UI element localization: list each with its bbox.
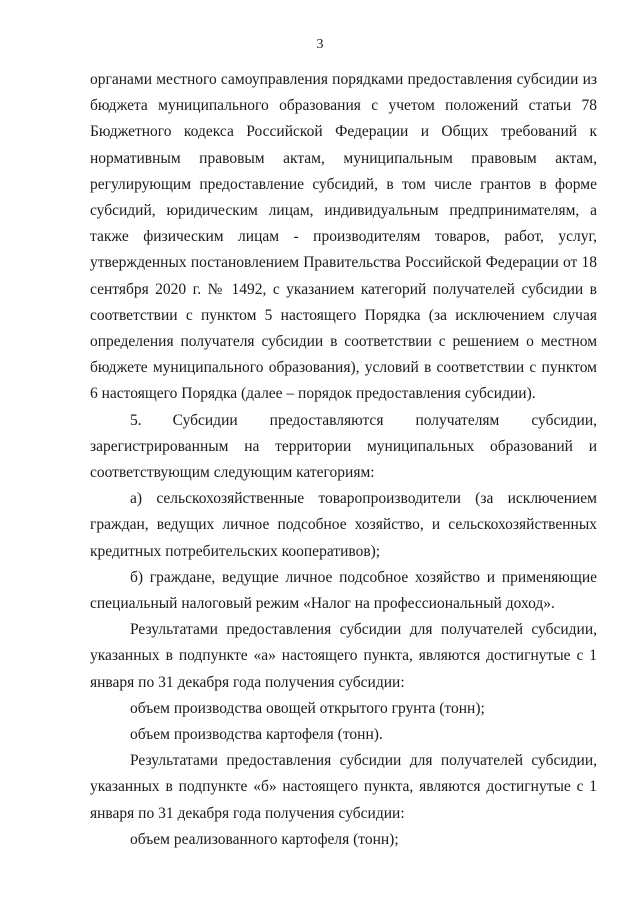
document-body (90, 67, 597, 853)
page-number: 3 (316, 37, 324, 52)
result-potatoes: объем производства картофеля (тонн). (130, 726, 383, 744)
result-sold-potatoes: объем реализованного картофеля (тонн); (130, 830, 399, 848)
paragraph-results-a: Результатами предоставления субсидии для получателей субсидии, указанных в подпункте «а» настоящего пункта, являются достигнутые с 1 января по 31 декабря года получения субсидии: (90, 621, 597, 691)
paragraph-item-5: 5. Субсидии предоставляются получателям субсидии, зарегистрированным на территории муниципальных образований и соответствующим следующим категориям: (90, 411, 597, 482)
paragraph-results-b: Результатами предоставления субсидии для получателей субсидии, указанных в подпункте «б» настоящего пункта, являются достигнутые с 1 января по 31 декабря года получения субсидии: (90, 752, 597, 822)
paragraph-subitem-b: б) граждане, ведущие личное подсобное хозяйство и применяющие специальный налоговый режим «Налог на профессиональный доход». (90, 568, 597, 613)
paragraph-subitem-a: а) сельскохозяйственные товаропроизводители (за исключением граждан, ведущих личное подсобное хозяйство, и сельскохозяйственных кредитных потребительских кооперативов); (90, 490, 597, 560)
paragraph-continuation: органами местного самоуправления порядками предоставления субсидии из бюджета муниципального образования с учетом положений статьи 78 Бюджетного кодекса Российской Федерации и Общих требований к нормативным правовым актам, муниципальным правовым актам, регулирующим предоставление субсидий, в том числе грантов в форме субсидий, юридическим лицам, индивидуальным предпринимателям, а также физическим лицам - производителям товаров, работ, услуг, утвержденных постановлением Правительства Российской Федерации от 18 сентября 2020 г. № 1492, с указанием категорий получателей субсидии в соответствии с пунктом 5 настоящего Порядка (за исключением случая определения получателя субсидии в соответствии с решением о местном бюджете муниципального образования), условий в соответствии с пунктом 6 настоящего Порядка (далее – порядок предоставления субсидии). (90, 71, 597, 403)
result-vegetables: объем производства овощей открытого грунта (тонн); (130, 699, 485, 717)
